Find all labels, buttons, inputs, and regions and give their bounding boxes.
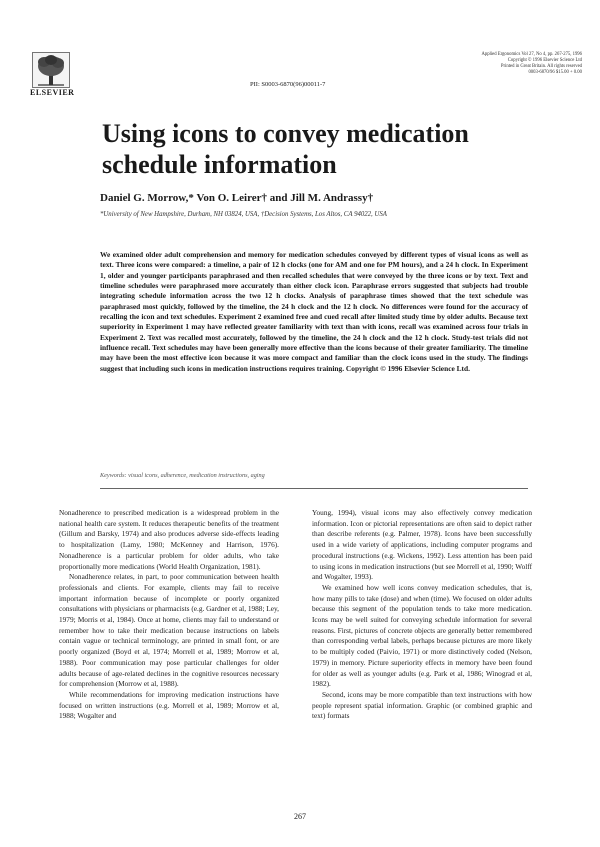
journal-line: 0003-6870/96 $15.00 + 0.00 [528, 70, 582, 76]
pii-code: PII: S0003-6870(96)00011-7 [250, 81, 326, 88]
journal-info [432, 52, 582, 76]
body-paragraph: Nonadherence relates, in part, to poor communication between health professionals and clients. For example, clients may fail to receive important information because of incomplete or poorly organized consultations with physicians or pharmacists (e.g. Gardner et al, 1988; Ley, 1979; Morris et al, 1984). Once at home, clients may fail to understand or remember how to take their medication because instructions on labels contain vague or technical terminology, are printed in small font, or are poorly organized (Boyd et al, 1974; Morrell et al, 1989; Morrow et al, 1988). Poor communication may pose particular challenges for older adults because of age-related declines in the cognitive resources necessary for comprehension (Morrow et al, 1988). [59, 572, 280, 689]
journal-line: Printed in Great Britain. All rights reserved [500, 64, 582, 70]
journal-line: Applied Ergonomics Vol 27, No 4, pp. 267-275, 1996 [481, 52, 582, 57]
journal-line: Copyright © 1996 Elsevier Science Ltd [507, 58, 582, 64]
page-number: 267 [294, 812, 306, 821]
body-paragraph: While recommendations for improving medication instructions have focused on written instructions (e.g. Morrell et al, 1989; Morrow et al, 1988; Wogalter and [59, 689, 279, 721]
publisher-logo [30, 52, 75, 97]
body-paragraph: We examined how well icons convey medication schedules, that is, how many pills to take (dose) and when (time). We focused on older adults because this segment of the population tends to take more medication. Icons may be well suited for conveying schedule information for several reasons. First, pictures of concrete objects are generally better remembered than corresponding verbal labels, perhaps because pictures are more likely to be multiply coded (Paivio, 1971) or more distinctively coded (Nelson, 1979) in memory. Picture superiority effects in memory have been found for older as well as younger adults (e.g. Park et al, 1986; Winograd et al, 1982). [312, 582, 532, 689]
keywords: Keywords: visual icons, adherence, medication instructions, aging [100, 472, 265, 479]
body-paragraph: Nonadherence to prescribed medication is a widespread problem in the national health care system. It reduces therapeutic benefits of the treatment (Gillum and Barsky, 1974) and also produces adverse side-effects leading to hospitalization (Lamy, 1980; McKenney and Harrison, 1976). Nonadherence is a particular problem for older adults, who take proportionally more medications (World Health Organization, 1981). [59, 508, 279, 571]
author-list: Daniel G. Morrow,* Von O. Leirer† and Jill M. Andrassy† [100, 192, 374, 204]
abstract: We examined older adult comprehension and memory for medication schedules conveyed by different types of visual icons as well as text. Three icons were compared: a timeline, a pair of 12 h clocks (one for AM and one for PM hours), and a 24 h clock. In Experiment 1, older and younger participants paraphrased and then recalled schedules that were conveyed by the three icons or by text. Text and timeline schedules were paraphrased more accurately than either clock icon. Paraphrase errors suggested that subjects had trouble integrating schedule information across the two 12 h clocks. Analysis of paraphrase times showed that the text schedule was paraphrased most quickly, followed by the timeline, the 24 h clock and the 12 h clock. No differences were found for the accuracy of recalling the icon and text schedules. Experiment 2 examined free and cued recall after limited study time by older adults. Because text superiority in Experiment 1 may have reflected greater familiarity with text than with icons, recall was examined across four trials in Experiment 2. Text was recalled most accurately, followed by the timeline, the 24 h clock and the 12 h clock. Study-test trials did not influence recall. Text schedules may have been generally more effective than the icons because of their greater familiarity. The timeline may have been the most effective icon because it was more compact and familiar than the clock icons used in the study. The findings suggest that including such icons in medication instructions requires training. Copyright © 1996 Elsevier Science Ltd. [100, 250, 528, 373]
elsevier-tree-icon [32, 52, 70, 88]
body-paragraph: Young, 1994), visual icons may also effectively convey medication information. Icon or pictorial representations are often said to depict rather than describe referents (e.g. Palmer, 1978). Icons have been successfully used in a wide variety of applications, including computer programs and procedural instructions (e.g. Wickens, 1992). Less attention has been paid to using icons in medication instructions (but see Morrell et al, 1990; Wolff and Wogalter, 1993). [312, 508, 532, 582]
article-title: Using icons to convey medication schedule information [102, 119, 469, 179]
divider [100, 488, 528, 489]
body-column-right [312, 508, 532, 722]
logo-text: ELSEVIER [30, 88, 75, 97]
affiliations: *University of New Hampshire, Durham, NH 03824, USA, †Decision Systems, Los Altos, CA 94022, USA [100, 211, 387, 218]
body-column-left [59, 508, 279, 722]
body-paragraph: Second, icons may be more compatible than text instructions with how people represent spatial information. Graphic (or combined graphic and text) formats [312, 689, 532, 721]
